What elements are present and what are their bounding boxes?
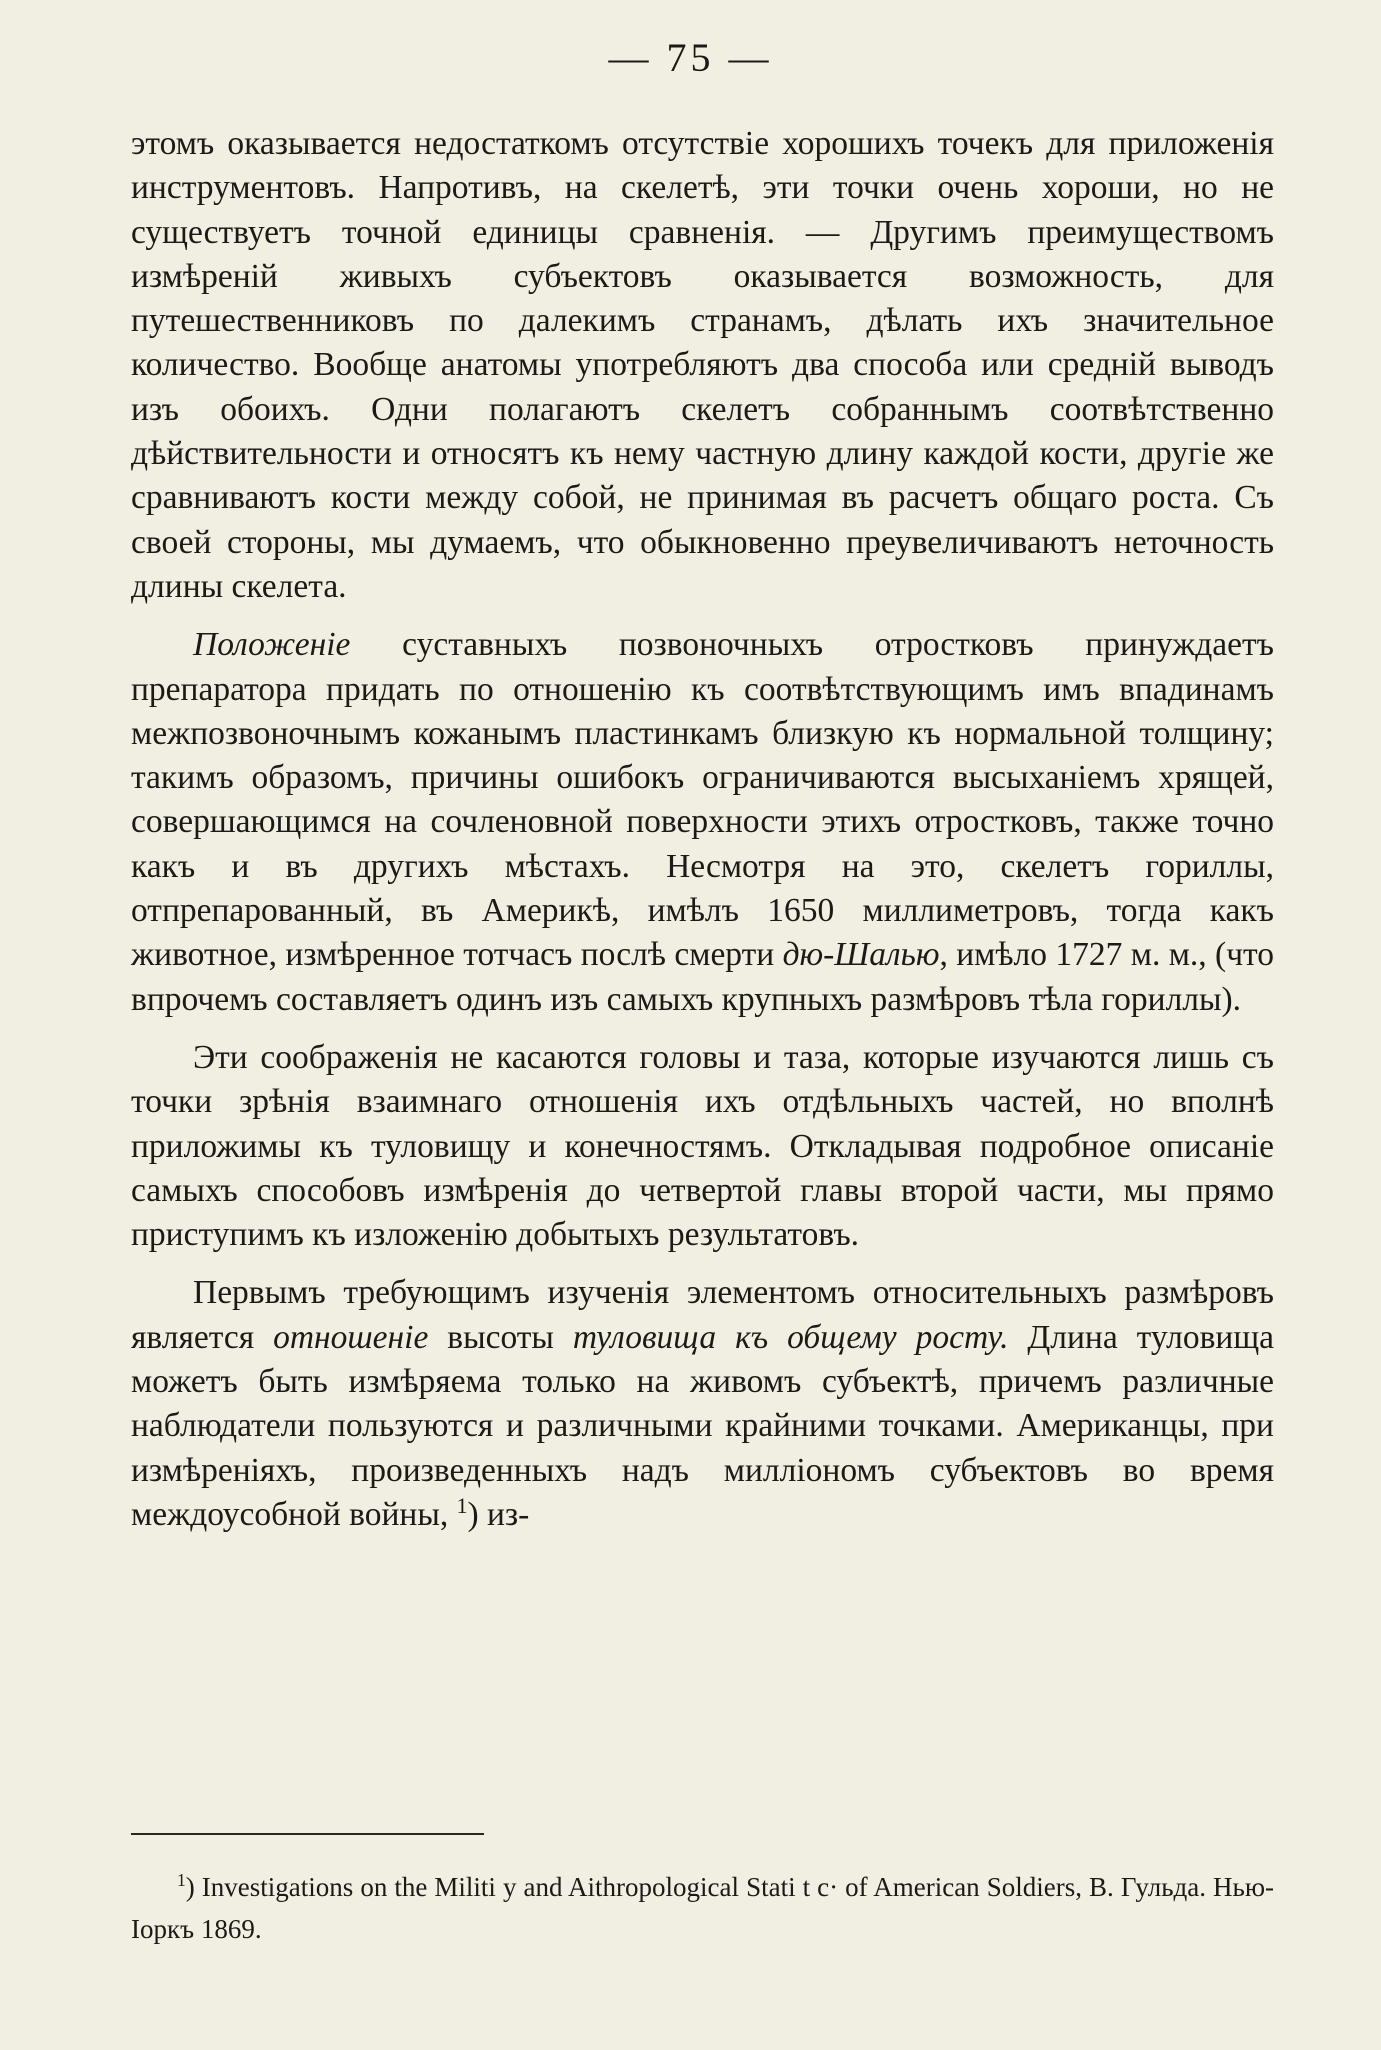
paragraph-4-text-start: Первымъ требующимъ изученія элементомъ относительныхъ размѣровъ является <box>131 1274 1274 1356</box>
footnote-marker: 1 <box>177 1870 186 1890</box>
page-number: — 75 — <box>608 35 773 80</box>
paragraph-3-text: Эти соображенія не касаются головы и таза, которые изучаются лишь съ точки зрѣнія взаимнаго отношенія ихъ отдѣльныхъ частей, но вполнѣ приложимы къ туловищу и конечностямъ. Откладывая подробное описаніе самыхъ способовъ измѣренія до четвертой главы второй части, мы прямо приступимъ къ изложенію добытыхъ результатовъ. <box>131 1038 1274 1254</box>
paragraph-1 <box>131 122 1274 609</box>
paragraph-4-text-mid: высоты <box>428 1318 573 1356</box>
paragraph-4-italic-a: отношеніе <box>273 1318 429 1356</box>
paragraph-2-text: суставныхъ позвоночныхъ отростковъ принуждаетъ препаратора придать по отношенію къ соотвѣтствующимъ имъ впадинамъ межпозвоночнымъ кожанымъ пластинкамъ близкую къ нормальной толщину; такимъ образомъ, причины ошибокъ ограничиваются высыханіемъ хрящей, совершающимся на сочленовной поверхности этихъ отростковъ, также точно какъ и въ другихъ мѣстахъ. Несмотря на это, скелетъ гориллы, отпрепарованный, въ Америкѣ, имѣлъ 1650 миллиметровъ, тогда какъ животное, измѣренное тотчасъ послѣ смерти <box>131 626 1274 974</box>
footnote-text-line <box>131 1866 1274 1950</box>
paragraph-3 <box>131 1036 1274 1257</box>
paragraph-2-italic-name: дю-Шалью <box>782 936 940 974</box>
paragraph-2-italic-start: Положеніе <box>193 626 351 664</box>
paragraph-4 <box>131 1271 1274 1537</box>
paragraph-4-italic-b: туловища къ общему росту. <box>572 1318 1009 1356</box>
paragraph-1-text: этомъ оказывается недостаткомъ отсутствіе хорошихъ точекъ для приложенія инструментовъ. Напротивъ, на скелетѣ, эти точки очень хороши, но не существуетъ точной единицы сравненія. — Другимъ преимуществомъ измѣреній живыхъ субъектовъ оказывается возможность, для путешественниковъ по далекимъ странамъ, дѣлать ихъ значительное количество. Вообще анатомы употребляютъ два способа или средній выводъ изъ обоихъ. Одни полагаютъ скелетъ собраннымъ соотвѣтственно дѣйствительности и относятъ къ нему частную длину каждой кости, другіе же сравниваютъ кости между собой, не принимая въ расчетъ общаго роста. Съ своей стороны, мы думаемъ, что обыкновенно преувеличиваютъ неточность длины скелета. <box>131 125 1274 605</box>
footnote-divider <box>131 1833 484 1835</box>
paragraph-4-text-tail: ) из- <box>467 1495 530 1533</box>
footnote-reference[interactable]: 1 <box>456 1493 468 1518</box>
paragraph-2-text-end: , имѣло 1727 м. м., (что впрочемъ составляетъ одинъ изъ самыхъ крупныхъ размѣровъ тѣла гориллы). <box>131 936 1274 1018</box>
footnote-text: ) Investigations on the Militi y and Aithropological Stati t c· of American Soldiers, B. Гульда. Нью-Іоркъ 1869. <box>131 1872 1274 1944</box>
footnote <box>131 1866 1274 1950</box>
main-text <box>131 122 1274 1537</box>
paragraph-4-text-end: Длина туловища можетъ быть измѣряема только на живомъ субъектѣ, причемъ различные наблюдатели пользуются и различными крайними точками. Американцы, при измѣреніяхъ, произведенныхъ надъ милліономъ субъектовъ во время междоусобной войны, <box>131 1318 1274 1533</box>
paragraph-2 <box>131 623 1274 1022</box>
